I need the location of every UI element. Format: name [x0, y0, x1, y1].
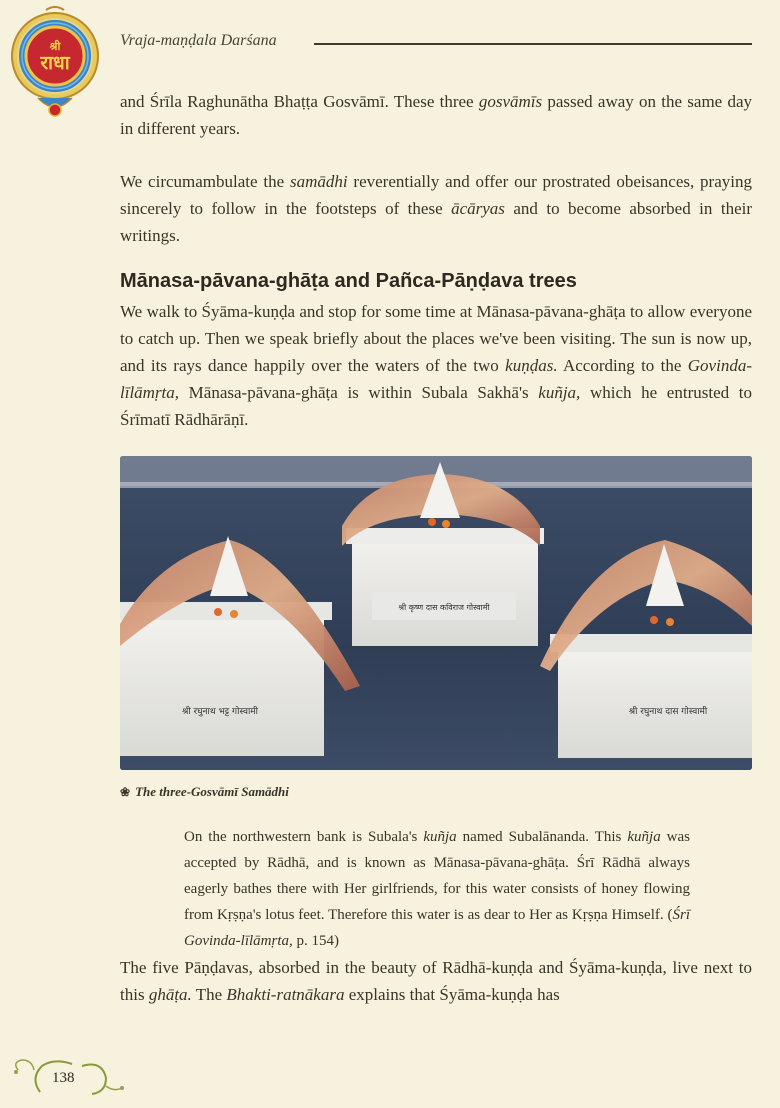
header-rule — [314, 43, 752, 45]
radha-emblem-icon — [10, 6, 100, 124]
running-head: Vraja-maṇḍala Darśana — [120, 32, 277, 49]
plaque-left: श्री रघुनाथ भट्ट गोस्वामी — [181, 707, 259, 717]
paragraph-2: We circumambulate the samādhi reverentially and offer our prostrated obeisances, praying sincerely to follow in the footsteps of these ācāryas and to become absorbed in their writings. — [120, 172, 753, 245]
page-number: 138 — [52, 1070, 75, 1086]
paragraph-1: and Śrīla Raghunātha Bhaṭṭa Gosvāmī. These three gosvāmīs passed away on the same day in different years. — [120, 92, 752, 138]
paragraph-4: The five Pāṇḍavas, absorbed in the beauty of Rādhā-kuṇḍa and Śyāma-kuṇḍa, live next to this ghāṭa. The Bhakti-ratnākara explains that Śyāma-kuṇḍa has — [120, 958, 752, 1004]
photo-caption: ❀ The three-Gosvāmī Samādhi — [120, 784, 289, 799]
svg-text:श्री: श्री — [49, 40, 61, 53]
section-heading: Mānasa-pāvana-ghāṭa and Pañca-Pāṇḍava trees — [120, 270, 577, 292]
quote-block: On the northwestern bank is Subala's kuñja named Subalānanda. This kuñja was accepted by Rādhā, and is known as Mānasa-pāvana-ghāṭa. Śrī Rādhā always eagerly bathes there with Her girlfriends, for this water consists of honey flowing from Kṛṣṇa's lotus feet. Therefore this water is as dear to Her as Kṛṣṇa Himself. (Śrī Govinda-līlāmṛta, p. 154) — [184, 829, 691, 949]
svg-text:राधा: राधा — [40, 52, 70, 74]
flower-bullet-icon: ❀ — [120, 785, 131, 799]
paragraph-3: We walk to Śyāma-kuṇḍa and stop for some time at Mānasa-pāvana-ghāṭa to allow everyone to catch up. Then we speak briefly about the places we've been visiting. The sun is now up, and its rays dance happily over the waters of the two kuṇḍas. According to the Govinda-līlāmṛta, Mānasa-pāvana-ghāṭa is within Subala Sakhā's kuñja, which he entrusted to Śrīmatī Rādhārāṇī. — [120, 302, 752, 429]
plaque-center: श्री कृष्ण दास कविराज गोस्वामी — [398, 603, 490, 612]
plaque-right: श्री रघुनाथ दास गोस्वामी — [628, 707, 708, 717]
samadhi-illustration — [120, 456, 752, 770]
samadhi-photo — [120, 456, 752, 770]
